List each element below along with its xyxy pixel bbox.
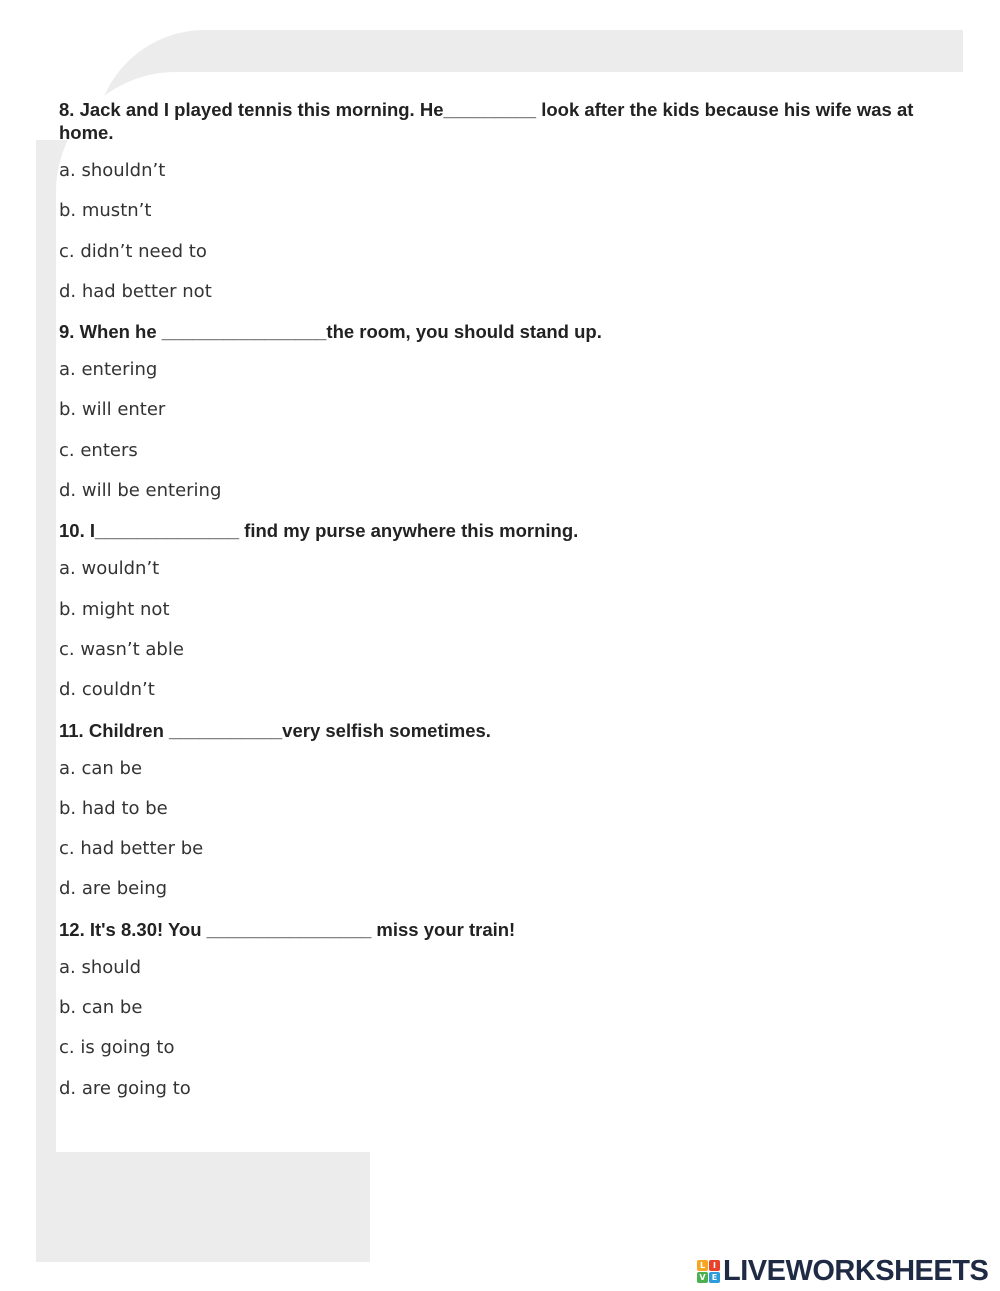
- liveworksheets-logo-icon: [697, 1260, 720, 1283]
- liveworksheets-logo-text: LIVEWORKSHEETS: [723, 1254, 989, 1287]
- logo-mark-letter-v: V: [697, 1272, 708, 1283]
- question-10-option-c[interactable]: c. wasn’t able: [59, 638, 184, 660]
- question-12-text: 12. It's 8.30! You ________________ miss your train!: [59, 918, 516, 940]
- question-block-12: [59, 918, 949, 1101]
- question-block-8: [59, 98, 949, 304]
- question-10-text: 10. I______________ find my purse anywhere this morning.: [59, 520, 579, 542]
- question-12-option-c[interactable]: c. is going to: [59, 1037, 175, 1059]
- question-8-option-a[interactable]: a. shouldn’t: [59, 160, 166, 181]
- logo-mark-letter-l: L: [697, 1260, 708, 1271]
- worksheet-content: [59, 98, 949, 1117]
- question-9-text: 9. When he ________________the room, you should stand up.: [59, 321, 602, 343]
- question-12-option-a[interactable]: a. should: [59, 956, 142, 978]
- question-11-option-b[interactable]: b. had to be: [59, 797, 168, 819]
- question-11-option-d[interactable]: d. are being: [59, 878, 168, 900]
- question-8-text: 8. Jack and I played tennis this morning. He_________ look after the kids because his wife was at home.: [59, 99, 919, 143]
- question-8-option-b[interactable]: b. mustn’t: [59, 200, 152, 222]
- question-block-9: [59, 320, 949, 503]
- logo-mark-letter-i: I: [709, 1260, 720, 1271]
- question-9-option-c[interactable]: c. enters: [59, 439, 138, 461]
- question-11-text: 11. Children ___________very selfish sometimes.: [59, 719, 491, 741]
- question-block-11: [59, 719, 949, 902]
- question-10-option-d[interactable]: d. couldn’t: [59, 679, 155, 701]
- question-11-option-a[interactable]: a. can be: [59, 757, 143, 779]
- question-9-option-d[interactable]: d. will be entering: [59, 480, 222, 502]
- question-8-option-d[interactable]: d. had better not: [59, 280, 212, 302]
- question-12-option-d[interactable]: d. are going to: [59, 1077, 191, 1099]
- question-11-option-c[interactable]: c. had better be: [59, 838, 204, 860]
- question-9-option-a[interactable]: a. entering: [59, 359, 158, 381]
- question-12-option-b[interactable]: b. can be: [59, 997, 143, 1019]
- question-block-10: [59, 519, 949, 702]
- question-8-option-c[interactable]: c. didn’t need to: [59, 240, 207, 262]
- logo-mark-letter-e: E: [709, 1272, 720, 1283]
- liveworksheets-logo: [697, 1256, 988, 1286]
- question-10-option-a[interactable]: a. wouldn’t: [59, 558, 160, 580]
- question-9-option-b[interactable]: b. will enter: [59, 399, 166, 421]
- question-10-option-b[interactable]: b. might not: [59, 598, 170, 620]
